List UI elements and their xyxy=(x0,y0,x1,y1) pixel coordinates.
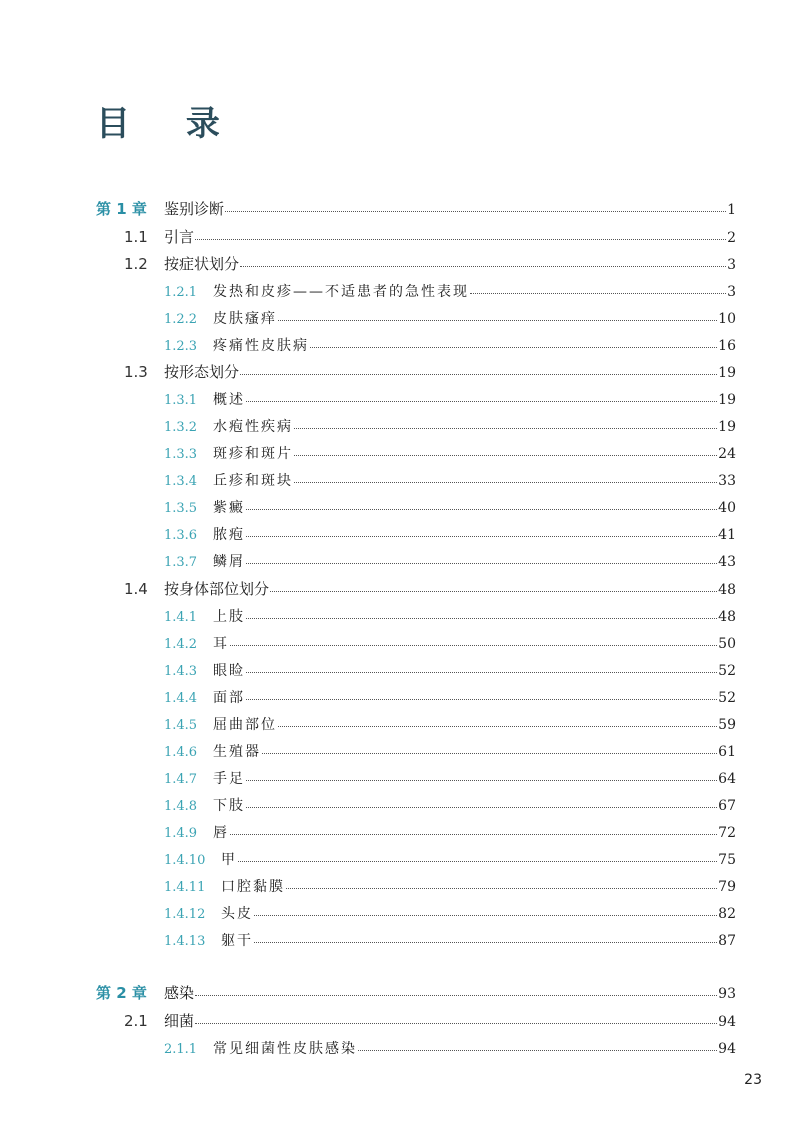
leader-dots xyxy=(294,482,717,483)
leader-dots xyxy=(246,563,717,564)
leader-dots xyxy=(294,455,717,456)
leader-dots xyxy=(195,239,726,240)
toc-entry-title: 斑疹和斑片 xyxy=(213,446,293,462)
toc-entry[interactable] xyxy=(164,930,736,950)
toc-entry-number: 1.2.3 xyxy=(164,339,198,354)
toc-entry-number: 1.3.2 xyxy=(164,420,198,435)
leader-dots xyxy=(195,995,717,996)
toc-entry-title: 眼睑 xyxy=(213,663,245,679)
toc-entry[interactable] xyxy=(96,198,736,219)
toc-entry-page: 87 xyxy=(718,933,736,949)
toc-entry-number: 1.3.5 xyxy=(164,501,198,516)
toc-entry[interactable] xyxy=(164,633,736,653)
leader-dots xyxy=(246,780,717,781)
toc-entry-number: 2.1 xyxy=(124,1012,148,1030)
toc-entry[interactable] xyxy=(164,741,736,761)
toc-entry-number: 1.4.3 xyxy=(164,664,198,679)
toc-entry-number: 1.4.10 xyxy=(164,853,206,868)
toc-entry[interactable] xyxy=(164,335,736,355)
toc-entry[interactable] xyxy=(164,714,736,734)
leader-dots xyxy=(230,645,717,646)
toc-entry-title: 脓疱 xyxy=(213,527,245,543)
toc-entry-title: 常见细菌性皮肤感染 xyxy=(213,1041,357,1057)
toc-entry-number: 1.1 xyxy=(124,228,148,246)
toc-entry-page: 33 xyxy=(718,473,736,489)
toc-entry-page: 40 xyxy=(718,500,736,516)
toc-entry[interactable] xyxy=(164,822,736,842)
leader-dots xyxy=(246,401,717,402)
leader-dots xyxy=(254,942,717,943)
toc-entry[interactable] xyxy=(164,849,736,869)
toc-entry-page: 19 xyxy=(718,365,736,381)
toc-entry-page: 50 xyxy=(718,636,736,652)
toc-entry-page: 82 xyxy=(718,906,736,922)
toc-entry-title: 按症状划分 xyxy=(164,255,240,273)
toc-entry-title: 按形态划分 xyxy=(164,363,240,381)
toc-entry-title: 下肢 xyxy=(213,798,245,814)
toc-entry-page: 72 xyxy=(718,825,736,841)
toc-entry-number: 1.4.6 xyxy=(164,745,198,760)
toc-entry-page: 1 xyxy=(727,202,736,218)
leader-dots xyxy=(270,591,717,592)
toc-entry[interactable] xyxy=(164,1038,736,1058)
toc-entry-page: 2 xyxy=(727,230,736,246)
toc-entry-number: 1.4.12 xyxy=(164,907,206,922)
toc-entry-page: 48 xyxy=(718,609,736,625)
leader-dots xyxy=(278,726,717,727)
toc-entry-page: 16 xyxy=(718,338,736,354)
toc-entry-title: 细菌 xyxy=(164,1012,195,1030)
toc-entry-number: 1.4.7 xyxy=(164,772,198,787)
toc-entry-number: 1.3.7 xyxy=(164,555,198,570)
toc-entry-page: 19 xyxy=(718,392,736,408)
toc-entry[interactable] xyxy=(164,606,736,626)
leader-dots xyxy=(246,509,717,510)
toc-entry-title: 面部 xyxy=(213,690,245,706)
toc-entry-number: 1.4.4 xyxy=(164,691,198,706)
leader-dots xyxy=(246,699,717,700)
leader-dots xyxy=(246,536,717,537)
toc-entry-title: 丘疹和斑块 xyxy=(213,473,293,489)
toc-entry[interactable] xyxy=(164,687,736,707)
leader-dots xyxy=(246,672,717,673)
toc-entry-title: 口腔黏膜 xyxy=(221,879,285,895)
toc-entry-page: 52 xyxy=(718,690,736,706)
toc-entry-number: 1.3.3 xyxy=(164,447,198,462)
toc-entry-title: 发热和皮疹——不适患者的急性表现 xyxy=(213,284,469,300)
toc-entry[interactable] xyxy=(124,578,736,599)
toc-entry[interactable] xyxy=(164,281,736,301)
toc-entry-title: 手足 xyxy=(213,771,245,787)
toc-entry-number: 1.4.1 xyxy=(164,610,198,625)
toc-entry-page: 93 xyxy=(718,986,736,1002)
leader-dots xyxy=(278,320,717,321)
leader-dots xyxy=(358,1050,717,1051)
toc-entry-title: 皮肤瘙痒 xyxy=(213,311,277,327)
toc-entry-page: 43 xyxy=(718,554,736,570)
toc-entry[interactable] xyxy=(164,551,736,571)
toc-entry-page: 3 xyxy=(727,284,736,300)
toc-entry-title: 水疱性疾病 xyxy=(213,419,293,435)
toc-entry-page: 10 xyxy=(718,311,736,327)
toc-entry-title: 疼痛性皮肤病 xyxy=(213,338,309,354)
toc-entry-number: 1.3.1 xyxy=(164,393,198,408)
page-number: 23 xyxy=(744,1072,762,1088)
toc-entry-title: 概述 xyxy=(213,392,245,408)
toc-entry-title: 感染 xyxy=(164,984,195,1002)
toc-entry-title: 唇 xyxy=(213,825,229,841)
toc-entry-number: 1.2.1 xyxy=(164,285,198,300)
toc-entry-page: 61 xyxy=(718,744,736,760)
toc-entry-number: 1.3.6 xyxy=(164,528,198,543)
toc-entry-number: 1.4.2 xyxy=(164,637,198,652)
toc-entry[interactable] xyxy=(164,768,736,788)
toc-entry-page: 48 xyxy=(718,582,736,598)
toc-entry-title: 耳 xyxy=(213,636,229,652)
toc-entry-page: 19 xyxy=(718,419,736,435)
toc-entry-number: 1.4.8 xyxy=(164,799,198,814)
toc-entry-page: 94 xyxy=(718,1041,736,1057)
toc-entry-number: 2.1.1 xyxy=(164,1042,198,1057)
toc-entry-number: 1.2.2 xyxy=(164,312,198,327)
leader-dots xyxy=(246,807,717,808)
toc-entry-number: 1.4.9 xyxy=(164,826,198,841)
leader-dots xyxy=(195,1023,717,1024)
toc-entry-title: 生殖器 xyxy=(213,744,261,760)
toc-entry-page: 94 xyxy=(718,1014,736,1030)
toc-entry-page: 64 xyxy=(718,771,736,787)
toc-entry-number: 1.2 xyxy=(124,255,148,273)
toc-entry-page: 52 xyxy=(718,663,736,679)
leader-dots xyxy=(262,753,717,754)
toc-entry-title: 鳞屑 xyxy=(213,554,245,570)
toc-entry-number: 第 2 章 xyxy=(96,984,147,1002)
toc-entry-page: 75 xyxy=(718,852,736,868)
toc-entry[interactable] xyxy=(164,416,736,436)
leader-dots xyxy=(470,293,726,294)
toc-entry[interactable] xyxy=(164,389,736,409)
leader-dots xyxy=(254,915,717,916)
leader-dots xyxy=(246,618,717,619)
toc-entry[interactable] xyxy=(164,443,736,463)
toc-entry[interactable] xyxy=(124,1010,736,1031)
toc-entry[interactable] xyxy=(164,795,736,815)
leader-dots xyxy=(286,888,717,889)
toc-entry-page: 41 xyxy=(718,527,736,543)
toc-entry[interactable] xyxy=(124,226,736,247)
toc-entry[interactable] xyxy=(164,524,736,544)
toc-entry-title: 紫癜 xyxy=(213,500,245,516)
toc-entry-page: 79 xyxy=(718,879,736,895)
leader-dots xyxy=(240,374,717,375)
toc-entry-page: 3 xyxy=(727,257,736,273)
toc-entry-page: 59 xyxy=(718,717,736,733)
toc-entry[interactable] xyxy=(164,876,736,896)
toc-entry-title: 甲 xyxy=(221,852,237,868)
toc-entry-number: 1.4.11 xyxy=(164,880,206,895)
leader-dots xyxy=(294,428,717,429)
leader-dots xyxy=(310,347,717,348)
toc-entry-title: 上肢 xyxy=(213,609,245,625)
toc-entry-page: 67 xyxy=(718,798,736,814)
toc-entry-title: 屈曲部位 xyxy=(213,717,277,733)
toc-entry[interactable] xyxy=(124,361,736,382)
toc-entry[interactable] xyxy=(164,497,736,517)
toc-entry-page: 24 xyxy=(718,446,736,462)
toc-entry-number: 1.3 xyxy=(124,363,148,381)
toc-entry-number: 1.4.13 xyxy=(164,934,206,949)
leader-dots xyxy=(225,211,726,212)
page-title: 目 录 xyxy=(96,104,242,144)
toc-entry-title: 引言 xyxy=(164,228,195,246)
toc-entry[interactable] xyxy=(164,903,736,923)
toc-entry-title: 按身体部位划分 xyxy=(164,580,270,598)
toc-entry-number: 第 1 章 xyxy=(96,200,147,218)
toc-entry-number: 1.4.5 xyxy=(164,718,198,733)
toc-entry-title: 鉴别诊断 xyxy=(164,200,225,218)
toc-entry-title: 躯干 xyxy=(221,933,253,949)
toc-entry-number: 1.4 xyxy=(124,580,148,598)
leader-dots xyxy=(230,834,717,835)
toc-entry[interactable] xyxy=(96,982,736,1003)
toc-entry[interactable] xyxy=(164,308,736,328)
toc-entry[interactable] xyxy=(164,470,736,490)
leader-dots xyxy=(238,861,717,862)
toc-entry-title: 头皮 xyxy=(221,906,253,922)
toc-entry-number: 1.3.4 xyxy=(164,474,198,489)
leader-dots xyxy=(240,266,726,267)
toc-entry[interactable] xyxy=(124,253,736,274)
toc-entry[interactable] xyxy=(164,660,736,680)
